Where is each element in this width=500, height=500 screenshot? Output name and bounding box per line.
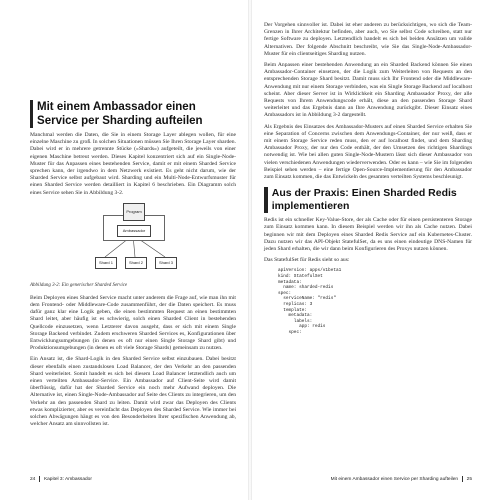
left-page-footer: [30, 476, 92, 482]
paragraph: Das StatefulSet für Redis sieht so aus:: [264, 257, 350, 264]
paragraph: Beim Anpassen einer bestehenden Anwendung an ein Sharded Backend können Sie einen Ambassador-Container einsetzen, der die Logik zum Weiterleiten von Requests an den entsprechenden Storage Shard besitzt. Damit muss sich Ihr Frontend oder die Middleware-Anwendung mit nur einem Storage verbinden, was ein Single Storage Backend auf localhost scheint. Aber dieser Server ist in Wirklichkeit ein Sharding Ambassador Proxy, der alle Requests von Ihrem Anwendungscode erhält, diese an den passenden Storage Shard weiterleitet und das Ergebnis dann an Ihre Anwendung zurückgibt. Dieser Einsatz eines Ambassadors ist in Abbildung 3-2 dargestellt.: [264, 62, 472, 119]
page-number: 25: [466, 476, 472, 482]
shard-box: Shard 2: [125, 257, 147, 269]
right-page: [252, 0, 500, 500]
paragraph: Beim Deployen eines Sharded Service macht unter anderem die Frage auf, wie man ihn mit dem Frontend- oder Middleware-Code zusammenführt, der die Daten speichert. Es muss dafür ganz klar eine Logik geben, die einen bestimmten Request an einen bestimmten Shard leitet, aber häufig ist es schwierig, solch einen Sharded Client in bestehenden Quellcode einzusetzen, wenn Letzterer davon ausgeht, dass er sich mit einem Single Storage Backend verbindet. Zudem erschweren Sharded Services es, Konfigurationen über Entwicklungsumgebungen (in denen es oft nur einen Single Storage Shard gibt) und Produktionsumgebungen (in denen es oft viele Storage Shards) gemeinsam zu nutzen.: [30, 294, 236, 352]
heading-accent-bar: [30, 100, 33, 128]
ambassador-box: Ambassador: [117, 225, 151, 237]
program-box: Program: [123, 203, 145, 221]
right-page-footer: [331, 476, 472, 482]
shard-box: Shard 3: [155, 257, 177, 269]
paragraph: Der Vorgehen sinnvoller ist. Dabei ist eher anderen zu berücksichtigen, wo sich die Team-Grenzen in Ihrer Architektur befinden, aber auch, wo Sie selbst Code schreiben, statt nur fertige Software zu deployen. Letztendlich handelt es sich bei beiden Ansätzen um valide Alternativen. Der folgende Abschnitt beschreibt, wie Sie das Single-Node-Ambassador-Muster für ein clientseitiges Sharding nutzen.: [264, 22, 472, 57]
section-heading: Mit einem Ambassador einen Service per Sharding aufteilen: [37, 101, 203, 127]
paragraph: Ein Ansatz ist, die Shard-Logik in den Sharded Service selbst einzubauen. Dabei besitzt dieser ebenfalls einen zustandslosen Load Balancer, der den Verkehr an den passenden Shard weiterleitet. Somit handelt es sich bei diesem Load Balancer letztendlich auch um einen verteilten Ambassador-Service. Ein Ambassador auf Client-Seite wird damit überflüssig, dafür hat der Sharded Service ein noch mehr Aufwand deployen. Die Alternative ist, einen Single-Node-Ambassador auf Seite des Clients zu integrieren, um den Verkehr an den passenden Shard zu leiten. Damit wird zwar das Deployen des Clients etwas komplizierter, aber es vereinfacht das Deployen des Sharded Service. Wie immer bei solchen Abwägungen hängt es von den Besonderheiten Ihrer spezifischen Anwendung ab, welcher Ansatz am sinnvollsten ist.: [30, 356, 236, 428]
shard-box: Shard 1: [95, 257, 117, 269]
footer-divider: [39, 476, 40, 482]
page-number: 24: [30, 476, 36, 482]
left-page: [0, 0, 248, 500]
right-page-content: [264, 22, 472, 336]
section-heading: Aus der Praxis: Einen Sharded Redis implementieren: [271, 187, 457, 213]
footer-divider: [462, 476, 463, 482]
left-page-content: [30, 100, 236, 432]
paragraph: Als Ergebnis des Einsatzes des Ambassador-Musters auf einen Sharded Service erhalten Sie eine Separation of Concerns zwischen dem Anwendungs-Container, der nur weiß, dass er mit einem Storage Service reden muss, den er auf localhost findet, und dem Sharding Ambassador Proxy, der nur den Code enthält, der den Umsetzen des richtigen Shardings notwendig ist. Wie bei allen guten Single-Node-Mustern lässt sich dieser Ambassador von vielen verschiedenen Anwendungen wiederverwenden. Oder es kann – wie Sie im folgenden Beispiel sehen werden – eine fertige Open-Source-Implementierung für den Ambassador zum Einsatz kommen, die das Entwickeln des gesamten verteilten Systems beschleunigt.: [264, 123, 472, 181]
running-section-title: Mit einem Ambassador einen Service per Sharding aufteilen: [330, 476, 459, 482]
figure-caption: Abbildung 3-2: Ein generischer Sharded Service: [30, 282, 128, 288]
section-heading-block: [264, 187, 472, 213]
section-heading-block: [30, 100, 236, 128]
heading-accent-bar: [264, 187, 268, 213]
sharded-service-diagram: [85, 201, 185, 281]
paragraph: Manchmal werden die Daten, die Sie in einem Storage Layer ablegen wollen, für eine einzelne Maschine zu groß. In solchen Situationen müssen Sie Ihren Storage Layer sharden. Dabei wird er in mehrere getrennte Stücke (»Shards«) aufgeteilt, die jeweils von einer eigenen Maschine betreut werden. Dieses Kapitel konzentriert sich auf ein Single-Node-Muster für das Anpassen eines bestehenden Service, damit er mit einem Sharded Service sprechen kann, der irgendwo in dem Netzwerk existiert. Es geht nicht darum, wie der Sharded Service selbst aufgebaut wird. Sharding und ein Multi-Node-Entwurfsmuster für einen Sharded Service werden detailliert in Kapitel 6 beschrieben. Ein Diagramm solch eines Service sehen Sie in Abbildung 3-2.: [30, 132, 236, 196]
running-chapter-title: Kapitel 3: Ambassador: [43, 476, 92, 482]
paragraph: Redis ist ein schneller Key-Value-Store, der als Cache oder für einen persistenteren Storage zum Einsatz kommen kann. In diesem Beispiel werden wir ihn als Cache nutzen. Dabei beginnen wir mit dem Deployen eines Sharded Redis Service auf ein Kubernetes-Cluster. Dazu nutzen wir das API-Objekt StatefulSet, da es uns einen eindeutige DNS-Namen für jeden Shard erhalten, die wir dann beim Konfigurieren des Proxys nutzen können.: [264, 217, 472, 253]
code-listing: apiVersion: apps/v1beta1 kind: StatefulSet metadata: name: sharded-redis spec: serviceName: "redis" replicas: 3 template: metadata: labels: app: redis spec:: [278, 268, 342, 336]
